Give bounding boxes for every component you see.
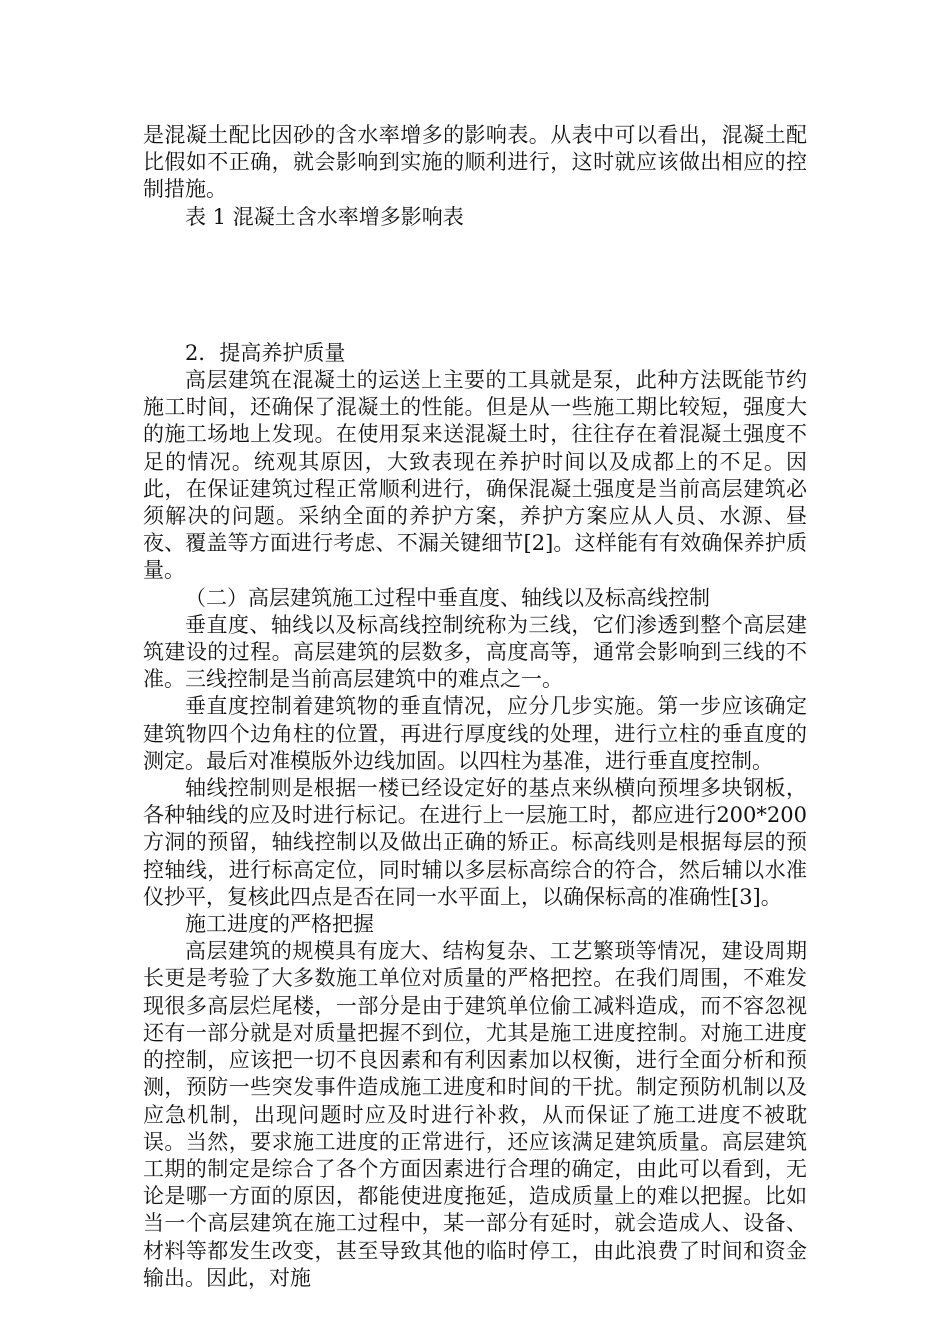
- table-placeholder: [143, 231, 807, 340]
- intro-paragraph: 是混凝土配比因砂的含水率增多的影响表。从表中可以看出，混凝土配比假如不正确，就会影响到实施的顺利进行，这时就应该做出相应的控制措施。: [143, 123, 807, 202]
- section-b-paragraph-1: 垂直度、轴线以及标高线控制统称为三线，它们渗透到整个高层建筑建设的过程。高层建筑的层数多，高度高等，通常会影响到三线的不准。三线控制是当前高层建筑中的难点之一。: [143, 612, 807, 692]
- section-c-paragraph: 高层建筑的规模具有庞大、结构复杂、工艺繁琐等情况，建设周期长更是考验了大多数施工单位对质量的严格把控。在我们周围，不难发现很多高层烂尾楼，一部分是由于建筑单位偷工减料造成，而不容忽视还有一部分就是对质量把握不到位，尤其是施工进度控制。对施工进度的控制，应该把一切不良因素和有利因素加以权衡，进行全面分析和预测，预防一些突发事件造成施工进度和时间的干扰。制定预防机制以及应急机制，出现问题时应及时进行补救，从而保证了施工进度不被耽误。当然，要求施工进度的正常进行，还应该满足建筑质量。高层建筑工期的制定是综合了各个方面因素进行合理的确定，由此可以看到，无论是哪一方面的原因，都能使进度拖延，造成质量上的难以把握。比如当一个高层建筑在施工过程中，某一部分有延时，就会造成人、设备、材料等都发生改变，甚至导致其他的临时停工，由此浪费了时间和资金输出。因此，对施: [143, 939, 807, 1290]
- section-2-paragraph: 高层建筑在混凝土的运送上主要的工具就是泵，此种方法既能节约施工时间，还确保了混凝土的性能。但是从一些施工期比较短，强度大的施工场地上发现。在使用泵来送混凝土时，往往存在着混凝土强度不足的情况。统观其原因，大致表现在养护时间以及成都上的不足。因此，在保证建筑过程正常顺利进行，确保混凝土强度是当前高层建筑必须解决的问题。采纳全面的养护方案，养护方案应从人员、水源、昼夜、覆盖等方面进行考虑、不漏关键细节[2]。这样能有有效确保养护质量。: [143, 368, 807, 583]
- section-b-paragraph-3: 轴线控制则是根据一楼已经设定好的基点来纵横向预埋多块钢板，各种轴线的应及时进行标记。在进行上一层施工时，都应进行200*200 方洞的预留，轴线控制以及做出正确的矫正。标高线则是根据每层的预控轴线，进行标高定位，同时辅以多层标高综合的符合，然后辅以水准仪抄平，复核此四点是否在同一水平面上，以确保标高的准确性[3]。: [143, 776, 807, 909]
- section-2-heading: 2．提高养护质量: [185, 340, 346, 365]
- table-caption: 表 1 混凝土含水率增多影响表: [185, 204, 464, 229]
- section-c-heading: 施工进度的严格把握: [185, 912, 374, 937]
- section-b-heading: （二）高层建筑施工过程中垂直度、轴线以及标高线控制: [185, 585, 710, 610]
- document-page: [143, 122, 807, 1292]
- section-b-paragraph-2: 垂直度控制着建筑物的垂直情况，应分几步实施。第一步应该确定建筑物四个边角柱的位置，再进行厚度线的处理，进行立柱的垂直度的测定。最后对准模版外边线加固。以四柱为基准，进行垂直度控制。: [143, 694, 807, 773]
